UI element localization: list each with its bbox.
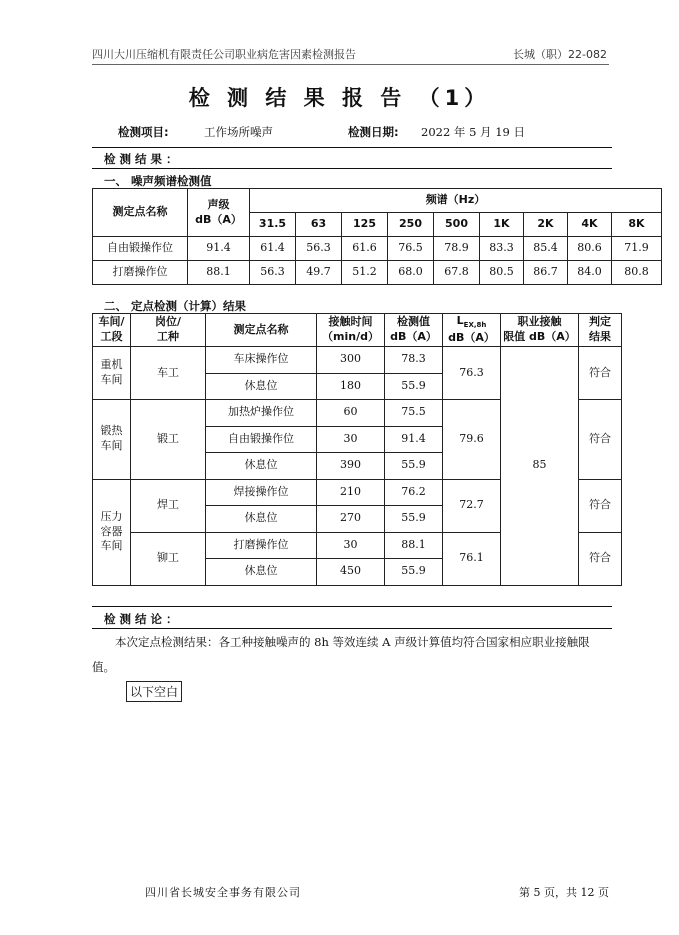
header-report-number: 长城（职）22-082 bbox=[513, 48, 607, 61]
judge-cell: 符合 bbox=[579, 400, 622, 480]
spectrum-value: 49.7 bbox=[296, 261, 342, 285]
fixed-section-title: 二、 定点检测（计算）结果 bbox=[104, 299, 247, 313]
time-cell: 30 bbox=[317, 426, 385, 453]
time-cell: 30 bbox=[317, 532, 385, 559]
header-post: 岗位/ 工种 bbox=[131, 314, 206, 347]
lex-cell: 72.7 bbox=[443, 479, 501, 532]
post-cell: 车工 bbox=[131, 347, 206, 400]
spectrum-value: 85.4 bbox=[524, 237, 568, 261]
lex-cell: 79.6 bbox=[443, 400, 501, 480]
results-label: 检 测 结 果 ： bbox=[104, 152, 178, 166]
lex-cell: 76.3 bbox=[443, 347, 501, 400]
spectrum-point-name: 自由锻操作位 bbox=[93, 237, 188, 261]
table-row bbox=[93, 237, 662, 261]
spectrum-level: 88.1 bbox=[188, 261, 250, 285]
value-cell: 55.9 bbox=[385, 559, 443, 586]
header-company-report: 四川大川压缩机有限责任公司职业病危害因素检测报告 bbox=[92, 48, 356, 61]
header-rule bbox=[92, 64, 609, 65]
value-cell: 75.5 bbox=[385, 400, 443, 427]
lex-cell: 76.1 bbox=[443, 532, 501, 585]
spectrum-value: 56.3 bbox=[250, 261, 296, 285]
info-item-value: 工作场所噪声 bbox=[204, 125, 273, 139]
table-row bbox=[93, 347, 622, 374]
point-cell: 休息位 bbox=[206, 559, 317, 586]
spectrum-value: 83.3 bbox=[480, 237, 524, 261]
point-cell: 打磨操作位 bbox=[206, 532, 317, 559]
freq-header: 31.5 bbox=[250, 213, 296, 237]
spectrum-value: 67.8 bbox=[434, 261, 480, 285]
table-row bbox=[93, 261, 662, 285]
time-cell: 390 bbox=[317, 453, 385, 480]
judge-cell: 符合 bbox=[579, 347, 622, 400]
spectrum-level: 91.4 bbox=[188, 237, 250, 261]
time-cell: 300 bbox=[317, 347, 385, 374]
divider-results-bottom bbox=[92, 168, 612, 169]
info-item-label: 检测项目: bbox=[118, 125, 169, 139]
point-cell: 休息位 bbox=[206, 373, 317, 400]
point-cell: 休息位 bbox=[206, 453, 317, 480]
value-cell: 76.2 bbox=[385, 479, 443, 506]
freq-header: 4K bbox=[568, 213, 612, 237]
divider-conclusion-bottom bbox=[92, 628, 612, 629]
header-value: 检测值 dB（A） bbox=[385, 314, 443, 347]
freq-header: 125 bbox=[342, 213, 388, 237]
value-cell: 55.9 bbox=[385, 506, 443, 533]
header-lex: $L_{EX,8h}$ dB（A） bbox=[443, 314, 501, 347]
value-cell: 55.9 bbox=[385, 453, 443, 480]
spectrum-value: 71.9 bbox=[612, 237, 662, 261]
spectrum-value: 78.9 bbox=[434, 237, 480, 261]
workshop-cell: 重机 车间 bbox=[93, 347, 131, 400]
spectrum-value: 76.5 bbox=[388, 237, 434, 261]
spectrum-header-point: 测定点名称 bbox=[93, 189, 188, 237]
time-cell: 60 bbox=[317, 400, 385, 427]
point-cell: 休息位 bbox=[206, 506, 317, 533]
spectrum-value: 51.2 bbox=[342, 261, 388, 285]
page-title: 检 测 结 果 报 告 （1） bbox=[188, 86, 491, 110]
divider-results bbox=[92, 147, 612, 148]
blank-marker: 以下空白 bbox=[126, 681, 182, 702]
spectrum-value: 80.6 bbox=[568, 237, 612, 261]
freq-header: 8K bbox=[612, 213, 662, 237]
time-cell: 450 bbox=[317, 559, 385, 586]
freq-header: 1K bbox=[480, 213, 524, 237]
fixed-header-row bbox=[93, 314, 622, 347]
judge-cell: 符合 bbox=[579, 479, 622, 532]
workshop-cell: 锻热 车间 bbox=[93, 400, 131, 480]
divider-conclusion bbox=[92, 606, 612, 607]
value-cell: 91.4 bbox=[385, 426, 443, 453]
point-cell: 焊接操作位 bbox=[206, 479, 317, 506]
freq-header: 250 bbox=[388, 213, 434, 237]
point-cell: 加热炉操作位 bbox=[206, 400, 317, 427]
time-cell: 270 bbox=[317, 506, 385, 533]
conclusion-label: 检 测 结 论 ： bbox=[104, 612, 178, 626]
workshop-cell: 压力 容器 车间 bbox=[93, 479, 131, 585]
point-cell: 自由锻操作位 bbox=[206, 426, 317, 453]
freq-header: 2K bbox=[524, 213, 568, 237]
post-cell: 铆工 bbox=[131, 532, 206, 585]
value-cell: 88.1 bbox=[385, 532, 443, 559]
spectrum-value: 61.6 bbox=[342, 237, 388, 261]
spectrum-value: 61.4 bbox=[250, 237, 296, 261]
info-date-value: 2022 年 5 月 19 日 bbox=[421, 125, 525, 139]
header-point: 测定点名称 bbox=[206, 314, 317, 347]
fixed-point-table bbox=[92, 313, 622, 586]
value-cell: 55.9 bbox=[385, 373, 443, 400]
freq-header: 63 bbox=[296, 213, 342, 237]
time-cell: 210 bbox=[317, 479, 385, 506]
spectrum-section-title: 一、 噪声频谱检测值 bbox=[104, 174, 212, 188]
freq-header: 500 bbox=[434, 213, 480, 237]
spectrum-header-level: 声级 dB（A） bbox=[188, 189, 250, 237]
spectrum-value: 56.3 bbox=[296, 237, 342, 261]
spectrum-value: 84.0 bbox=[568, 261, 612, 285]
header-limit: 职业接触 限值 dB（A） bbox=[501, 314, 579, 347]
header-time: 接触时间 （min/d） bbox=[317, 314, 385, 347]
header-judge: 判定 结果 bbox=[579, 314, 622, 347]
post-cell: 焊工 bbox=[131, 479, 206, 532]
header-workshop: 车间/ 工段 bbox=[93, 314, 131, 347]
spectrum-value: 86.7 bbox=[524, 261, 568, 285]
footer-page-number: 第 5 页，共 12 页 bbox=[519, 886, 609, 899]
spectrum-header-freq: 频谱（Hz） bbox=[250, 189, 662, 213]
info-date-label: 检测日期: bbox=[348, 125, 399, 139]
footer-company: 四川省长城安全事务有限公司 bbox=[145, 886, 301, 899]
judge-cell: 符合 bbox=[579, 532, 622, 585]
post-cell: 锻工 bbox=[131, 400, 206, 480]
spectrum-value: 80.5 bbox=[480, 261, 524, 285]
time-cell: 180 bbox=[317, 373, 385, 400]
spectrum-value: 68.0 bbox=[388, 261, 434, 285]
conclusion-text: 本次定点检测结果：各工种接触噪声的 8h 等效连续 A 声级计算值均符合国家相应职业接触限值。 bbox=[92, 635, 590, 674]
spectrum-table bbox=[92, 188, 662, 285]
point-cell: 车床操作位 bbox=[206, 347, 317, 374]
spectrum-point-name: 打磨操作位 bbox=[93, 261, 188, 285]
limit-cell: 85 bbox=[501, 347, 579, 586]
spectrum-value: 80.8 bbox=[612, 261, 662, 285]
value-cell: 78.3 bbox=[385, 347, 443, 374]
